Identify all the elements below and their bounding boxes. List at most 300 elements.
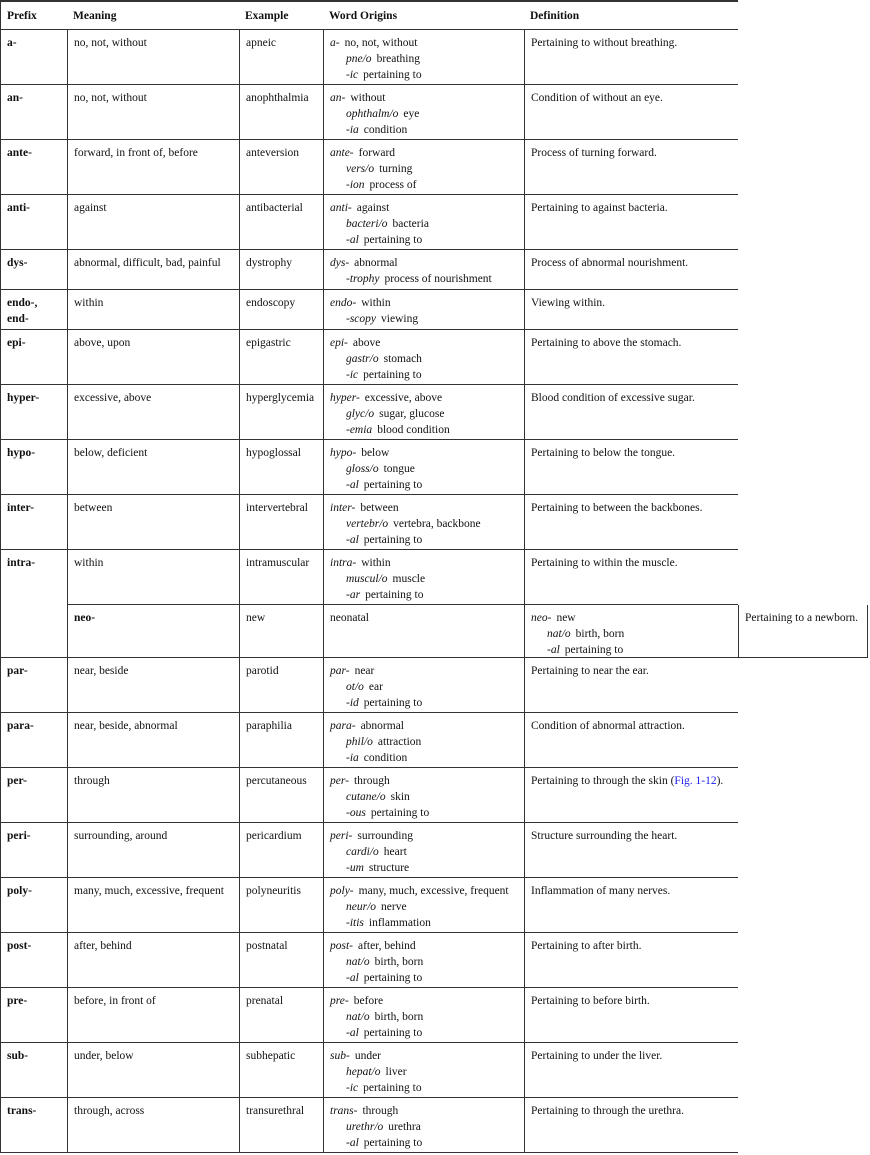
word-part-meaning: ear [368, 681, 383, 693]
word-part: -itis [346, 917, 364, 929]
word-part-meaning: heart [383, 846, 407, 858]
definition-cell [524, 713, 738, 768]
word-origins-cell [323, 495, 524, 550]
example-cell: endoscopy [239, 290, 323, 330]
origin-line [330, 1103, 518, 1119]
origin-line [330, 145, 518, 161]
definition-text: Pertaining to through the skin ( [531, 775, 675, 787]
origin-line [330, 390, 518, 406]
definition-text: Condition of without an eye. [531, 92, 663, 104]
word-origins-cell [323, 385, 524, 440]
origin-line [531, 610, 732, 626]
word-part: nat/o [346, 956, 370, 968]
definition-text: Pertaining to within the muscle. [531, 557, 678, 569]
example-cell: intervertebral [239, 495, 323, 550]
example-cell: percutaneous [239, 768, 323, 823]
word-origins-cell [323, 195, 524, 250]
origin-line [330, 1048, 518, 1064]
word-part-meaning: pertaining to [365, 589, 424, 601]
word-part: -ar [346, 589, 361, 601]
origin-line [330, 750, 518, 766]
origin-line [330, 883, 518, 899]
definition-cell [524, 1043, 738, 1098]
word-part-meaning: under [354, 1050, 381, 1062]
definition-cell [738, 605, 868, 658]
origin-line [330, 844, 518, 860]
example-cell: prenatal [239, 988, 323, 1043]
word-part-meaning: pertaining to [363, 69, 422, 81]
definition-cell [524, 195, 738, 250]
word-part-meaning: structure [368, 862, 410, 874]
header-example: Example [239, 0, 323, 30]
origin-line [531, 626, 732, 642]
definition-cell [524, 385, 738, 440]
example-cell: anophthalmia [239, 85, 323, 140]
word-part: hepat/o [346, 1066, 381, 1078]
word-part-meaning: abnormal [354, 257, 398, 269]
word-part-meaning: pertaining to [363, 234, 423, 246]
prefix-cell: endo-, end- [0, 290, 67, 330]
meaning-cell: before, in front of [67, 988, 239, 1043]
definition-text: Process of abnormal nourishment. [531, 257, 689, 269]
word-part: -scopy [346, 313, 377, 325]
origin-line [330, 734, 518, 750]
word-part: pre- [330, 995, 349, 1007]
word-part-meaning: eye [403, 108, 420, 120]
meaning-cell: within [67, 290, 239, 330]
origin-line [330, 860, 518, 876]
origin-line [531, 642, 732, 658]
word-origins-cell [323, 440, 524, 495]
word-origins-cell [323, 658, 524, 713]
word-part: -trophy [346, 273, 380, 285]
origin-line [330, 587, 518, 603]
example-cell: anteversion [239, 140, 323, 195]
word-part-meaning: turning [379, 163, 413, 175]
word-origins-cell [323, 30, 524, 85]
origin-line [330, 970, 518, 986]
meaning-cell: excessive, above [67, 385, 239, 440]
origin-line [330, 899, 518, 915]
word-part-meaning: birth, born [374, 1011, 424, 1023]
definition-text: Blood condition of excessive sugar. [531, 392, 695, 404]
word-part: bacteri/o [346, 218, 388, 230]
word-origins-cell [323, 768, 524, 823]
definition-text: Pertaining to through the urethra. [531, 1105, 684, 1117]
definition-cell [524, 988, 738, 1043]
word-part: -al [547, 644, 560, 656]
origin-line [330, 422, 518, 438]
word-part: dys- [330, 257, 350, 269]
word-part-meaning: within [361, 557, 391, 569]
definition-cell [524, 250, 738, 290]
definition-text: Pertaining to under the liver. [531, 1050, 663, 1062]
origin-line [330, 571, 518, 587]
definition-text: Process of turning forward. [531, 147, 657, 159]
word-part: -um [346, 862, 364, 874]
word-part-meaning: inflammation [368, 917, 431, 929]
example-cell: postnatal [239, 933, 323, 988]
origin-line [330, 718, 518, 734]
origin-line [330, 351, 518, 367]
example-cell: neonatal [323, 605, 524, 658]
example-cell: apneic [239, 30, 323, 85]
word-part-meaning: pertaining to [363, 534, 423, 546]
definition-text: Pertaining to a newborn. [745, 612, 859, 624]
origin-line [330, 67, 518, 83]
meaning-cell: against [67, 195, 239, 250]
example-cell: parotid [239, 658, 323, 713]
origin-line [330, 993, 518, 1009]
origin-line [330, 1064, 518, 1080]
word-part: ot/o [346, 681, 364, 693]
meaning-cell: no, not, without [67, 30, 239, 85]
word-part-meaning: liver [385, 1066, 407, 1078]
origin-line [330, 90, 518, 106]
definition-cell [524, 30, 738, 85]
definition-cell [524, 550, 738, 605]
word-origins-cell [323, 550, 524, 605]
prefix-cell: sub- [0, 1043, 67, 1098]
prefix-cell: a- [0, 30, 67, 85]
prefix-cell: hyper- [0, 385, 67, 440]
origin-line [330, 915, 518, 931]
definition-cell [524, 495, 738, 550]
prefix-cell: hypo- [0, 440, 67, 495]
word-part-meaning: process of nourishment [384, 273, 492, 285]
definition-cell [524, 1098, 738, 1153]
meaning-cell: below, deficient [67, 440, 239, 495]
origin-line [330, 679, 518, 695]
word-part: -ous [346, 807, 366, 819]
meaning-cell: after, behind [67, 933, 239, 988]
word-part: -al [346, 972, 359, 984]
word-origins-cell [323, 1043, 524, 1098]
word-part: trans- [330, 1105, 358, 1117]
meaning-cell: above, upon [67, 330, 239, 385]
word-part-meaning: pertaining to [363, 697, 423, 709]
origin-line [330, 295, 518, 311]
origin-line [330, 500, 518, 516]
word-part-meaning: near [354, 665, 375, 677]
example-cell: polyneuritis [239, 878, 323, 933]
example-cell: epigastric [239, 330, 323, 385]
word-origins-cell [323, 250, 524, 290]
word-part-meaning: within [361, 297, 391, 309]
header-meaning: Meaning [67, 0, 239, 30]
prefix-cell: trans- [0, 1098, 67, 1153]
origin-line [330, 805, 518, 821]
word-part-meaning: pertaining to [363, 479, 423, 491]
word-part-meaning: through [362, 1105, 399, 1117]
definition-text: Pertaining to after birth. [531, 940, 642, 952]
word-part-meaning: blood condition [377, 424, 450, 436]
word-part-meaning: without [350, 92, 386, 104]
word-part: nat/o [346, 1011, 370, 1023]
meaning-cell: through [67, 768, 239, 823]
meaning-cell: many, much, excessive, frequent [67, 878, 239, 933]
example-cell: intramuscular [239, 550, 323, 605]
word-part: anti- [330, 202, 352, 214]
word-part-meaning: attraction [377, 736, 422, 748]
origin-line [330, 695, 518, 711]
word-part-meaning: surrounding [357, 830, 413, 842]
word-part: per- [330, 775, 349, 787]
word-part: gastr/o [346, 353, 379, 365]
prefix-cell: per- [0, 768, 67, 823]
example-cell: hypoglossal [239, 440, 323, 495]
origin-line [330, 477, 518, 493]
origin-line [330, 216, 518, 232]
definition-text: Pertaining to above the stomach. [531, 337, 682, 349]
origin-line [330, 445, 518, 461]
word-part-meaning: below [361, 447, 390, 459]
definition-text: Pertaining to against bacteria. [531, 202, 668, 214]
word-part-meaning: abnormal [360, 720, 404, 732]
origin-line [330, 789, 518, 805]
origin-line [330, 1080, 518, 1096]
word-part: a- [330, 37, 340, 49]
word-part: poly- [330, 885, 354, 897]
word-part: -emia [346, 424, 373, 436]
word-origins-cell [323, 988, 524, 1043]
definition-cell [524, 330, 738, 385]
word-part: pne/o [346, 53, 372, 65]
definition-text-end: ). [716, 775, 724, 787]
word-part: -ion [346, 179, 365, 191]
word-part: -ic [346, 369, 359, 381]
word-part-meaning: after, behind [358, 940, 416, 952]
prefix-cell: an- [0, 85, 67, 140]
prefix-cell: ante- [0, 140, 67, 195]
word-part-meaning: no, not, without [344, 37, 418, 49]
word-part-meaning: tongue [383, 463, 415, 475]
word-part-meaning: through [353, 775, 390, 787]
word-part: phil/o [346, 736, 373, 748]
word-part-meaning: birth, born [374, 956, 424, 968]
definition-text: Structure surrounding the heart. [531, 830, 678, 842]
word-part: peri- [330, 830, 353, 842]
word-part-meaning: against [356, 202, 390, 214]
origin-line [330, 161, 518, 177]
word-part-meaning: viewing [381, 313, 419, 325]
word-part: neo- [531, 612, 552, 624]
definition-text: Pertaining to between the backbones. [531, 502, 703, 514]
word-origins-cell [323, 140, 524, 195]
word-part-meaning: breathing [376, 53, 420, 65]
word-part-meaning: skin [390, 791, 410, 803]
word-part: muscul/o [346, 573, 388, 585]
word-part: -al [346, 1137, 359, 1149]
word-part-meaning: forward [358, 147, 396, 159]
word-part: gloss/o [346, 463, 379, 475]
word-origins-cell [524, 605, 738, 658]
meaning-cell: near, beside [67, 658, 239, 713]
word-part: -al [346, 234, 359, 246]
word-part-meaning: pertaining to [363, 369, 422, 381]
word-part: -al [346, 534, 359, 546]
definition-text: Pertaining to below the tongue. [531, 447, 676, 459]
meaning-cell: near, beside, abnormal [67, 713, 239, 768]
origin-line [330, 663, 518, 679]
origin-line [330, 1119, 518, 1135]
definition-cell [524, 85, 738, 140]
prefix-spacer [0, 605, 67, 658]
origin-line [330, 516, 518, 532]
origin-line [330, 311, 518, 327]
definition-cell [524, 768, 738, 823]
word-part-meaning: above [352, 337, 381, 349]
word-part: intra- [330, 557, 357, 569]
prefix-cell: intra- [0, 550, 67, 605]
word-part: nat/o [547, 628, 571, 640]
word-origins-cell [323, 290, 524, 330]
word-part: -id [346, 697, 359, 709]
prefix-cell: pre- [0, 988, 67, 1043]
meaning-cell: between [67, 495, 239, 550]
definition-text: Viewing within. [531, 297, 606, 309]
definition-cell [524, 140, 738, 195]
definition-cell [524, 658, 738, 713]
example-cell: antibacterial [239, 195, 323, 250]
prefix-cell: dys- [0, 250, 67, 290]
origin-line [330, 106, 518, 122]
figure-link[interactable]: Fig. 1-12 [674, 775, 717, 787]
origin-line [330, 954, 518, 970]
meaning-cell: within [67, 550, 239, 605]
word-part: -ia [346, 124, 359, 136]
word-part: cutane/o [346, 791, 386, 803]
origin-line [330, 271, 518, 287]
word-part-meaning: excessive, above [364, 392, 443, 404]
origin-line [330, 335, 518, 351]
word-part-meaning: condition [363, 752, 408, 764]
word-part: urethr/o [346, 1121, 384, 1133]
header-word-origins: Word Origins [323, 0, 524, 30]
word-part: par- [330, 665, 350, 677]
example-cell: transurethral [239, 1098, 323, 1153]
definition-text: Pertaining to near the ear. [531, 665, 649, 677]
prefix-cell: post- [0, 933, 67, 988]
origin-line [330, 532, 518, 548]
word-origins-cell [323, 878, 524, 933]
example-cell: paraphilia [239, 713, 323, 768]
meaning-cell: surrounding, around [67, 823, 239, 878]
definition-cell [524, 823, 738, 878]
definition-cell [524, 440, 738, 495]
meaning-cell: under, below [67, 1043, 239, 1098]
word-part: neur/o [346, 901, 377, 913]
origin-line [330, 1135, 518, 1151]
word-part: ante- [330, 147, 354, 159]
word-part: hypo- [330, 447, 357, 459]
origin-line [330, 51, 518, 67]
word-part: -al [346, 479, 359, 491]
word-part-meaning: process of [369, 179, 417, 191]
word-part-meaning: nerve [381, 901, 407, 913]
origin-line [330, 367, 518, 383]
word-part-meaning: pertaining to [564, 644, 624, 656]
word-origins-cell [323, 85, 524, 140]
meaning-cell: new [239, 605, 323, 658]
word-part-meaning: birth, born [575, 628, 625, 640]
word-part: -ia [346, 752, 359, 764]
word-part-meaning: sugar, glucose [379, 408, 445, 420]
word-part: -ic [346, 1082, 359, 1094]
origin-line [330, 255, 518, 271]
definition-cell [524, 878, 738, 933]
definition-cell [524, 290, 738, 330]
word-part: hyper- [330, 392, 360, 404]
example-cell: subhepatic [239, 1043, 323, 1098]
word-part: inter- [330, 502, 356, 514]
definition-text: Condition of abnormal attraction. [531, 720, 685, 732]
origin-line [330, 461, 518, 477]
word-origins-cell [323, 713, 524, 768]
word-origins-cell [323, 1098, 524, 1153]
origin-line [330, 200, 518, 216]
word-part: ophthalm/o [346, 108, 399, 120]
word-part: sub- [330, 1050, 350, 1062]
word-origins-cell [323, 330, 524, 385]
origin-line [330, 828, 518, 844]
prefix-cell: anti- [0, 195, 67, 250]
word-part-meaning: many, much, excessive, frequent [358, 885, 509, 897]
origin-line [330, 122, 518, 138]
word-part: post- [330, 940, 353, 952]
word-part-meaning: bacteria [392, 218, 429, 230]
prefix-cell: para- [0, 713, 67, 768]
word-part-meaning: pertaining to [363, 1137, 423, 1149]
origin-line [330, 35, 518, 51]
word-origins-cell [323, 933, 524, 988]
word-part: para- [330, 720, 356, 732]
word-part-meaning: new [556, 612, 576, 624]
definition-text: Pertaining to without breathing. [531, 37, 678, 49]
word-part: cardi/o [346, 846, 379, 858]
origin-line [330, 555, 518, 571]
word-part-meaning: before [353, 995, 384, 1007]
meaning-cell: abnormal, difficult, bad, painful [67, 250, 239, 290]
origin-line [330, 1025, 518, 1041]
word-part-meaning: stomach [383, 353, 422, 365]
origin-line [330, 177, 518, 193]
header-definition: Definition [524, 0, 738, 30]
word-part: an- [330, 92, 346, 104]
word-part-meaning: condition [363, 124, 408, 136]
header-prefix: Prefix [0, 0, 67, 30]
example-cell: hyperglycemia [239, 385, 323, 440]
definition-cell [524, 933, 738, 988]
word-part: vertebr/o [346, 518, 389, 530]
word-part-meaning: muscle [392, 573, 426, 585]
prefix-cell: peri- [0, 823, 67, 878]
example-cell: dystrophy [239, 250, 323, 290]
meaning-cell: forward, in front of, before [67, 140, 239, 195]
word-part: epi- [330, 337, 348, 349]
word-part-meaning: pertaining to [363, 972, 423, 984]
word-part-meaning: pertaining to [363, 1082, 422, 1094]
word-part: vers/o [346, 163, 375, 175]
prefix-cell: par- [0, 658, 67, 713]
word-part-meaning: pertaining to [363, 1027, 423, 1039]
definition-text: Inflammation of many nerves. [531, 885, 671, 897]
origin-line [330, 773, 518, 789]
word-part-meaning: urethra [388, 1121, 421, 1133]
word-part-meaning: vertebra, backbone [393, 518, 481, 530]
definition-text: Pertaining to before birth. [531, 995, 650, 1007]
origin-line [330, 232, 518, 248]
